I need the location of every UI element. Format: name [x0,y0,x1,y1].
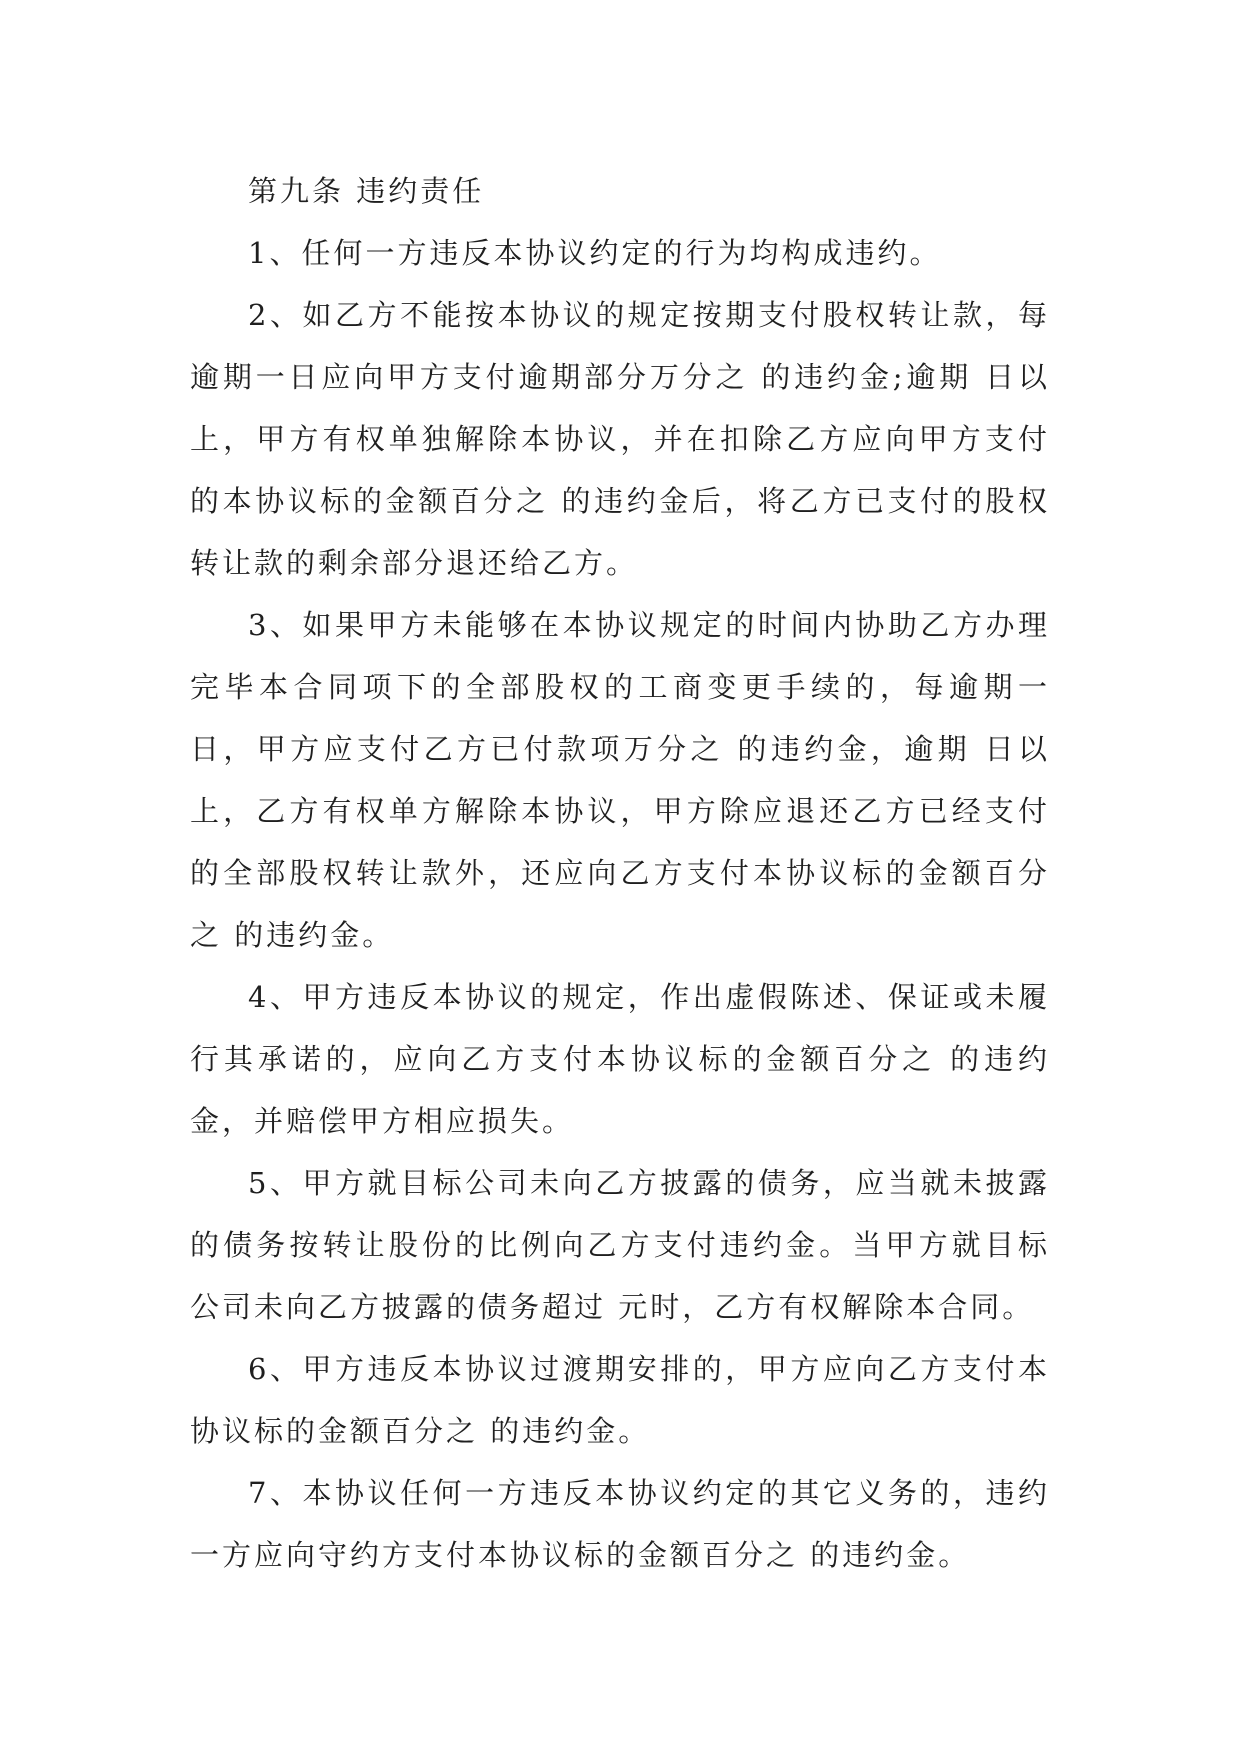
clause-2: 2、如乙方不能按本协议的规定按期支付股权转让款，每逾期一日应向甲方支付逾期部分万分之 的违约金;逾期 日以上，甲方有权单独解除本协议，并在扣除乙方应向甲方支付的本协议标的金额百分之 的违约金后，将乙方已支付的股权转让款的剩余部分退还给乙方。 [190,298,1050,580]
clause-3: 3、如果甲方未能够在本协议规定的时间内协助乙方办理完毕本合同项下的全部股权的工商变更手续的，每逾期一日，甲方应支付乙方已付款项万分之 的违约金，逾期 日以上，乙方有权单方解除本协议，甲方除应退还乙方已经支付的全部股权转让款外，还应向乙方支付本协议标的金额百分之 的违约金。 [190,608,1050,952]
clause-5: 5、甲方就目标公司未向乙方披露的债务，应当就未披露的债务按转让股份的比例向乙方支付违约金。当甲方就目标公司未向乙方披露的债务超过 元时，乙方有权解除本合同。 [190,1166,1050,1324]
clause-4: 4、甲方违反本协议的规定，作出虚假陈述、保证或未履行其承诺的，应向乙方支付本协议标的金额百分之 的违约金，并赔偿甲方相应损失。 [190,980,1050,1138]
document-body [190,160,1050,1586]
clause-1: 1、任何一方违反本协议约定的行为均构成违约。 [248,236,942,270]
clause-7: 7、本协议任何一方违反本协议约定的其它义务的，违约一方应向守约方支付本协议标的金额百分之 的违约金。 [190,1476,1050,1572]
section-heading: 第九条 违约责任 [248,174,485,208]
clause-6: 6、甲方违反本协议过渡期安排的，甲方应向乙方支付本协议标的金额百分之 的违约金。 [190,1352,1050,1448]
